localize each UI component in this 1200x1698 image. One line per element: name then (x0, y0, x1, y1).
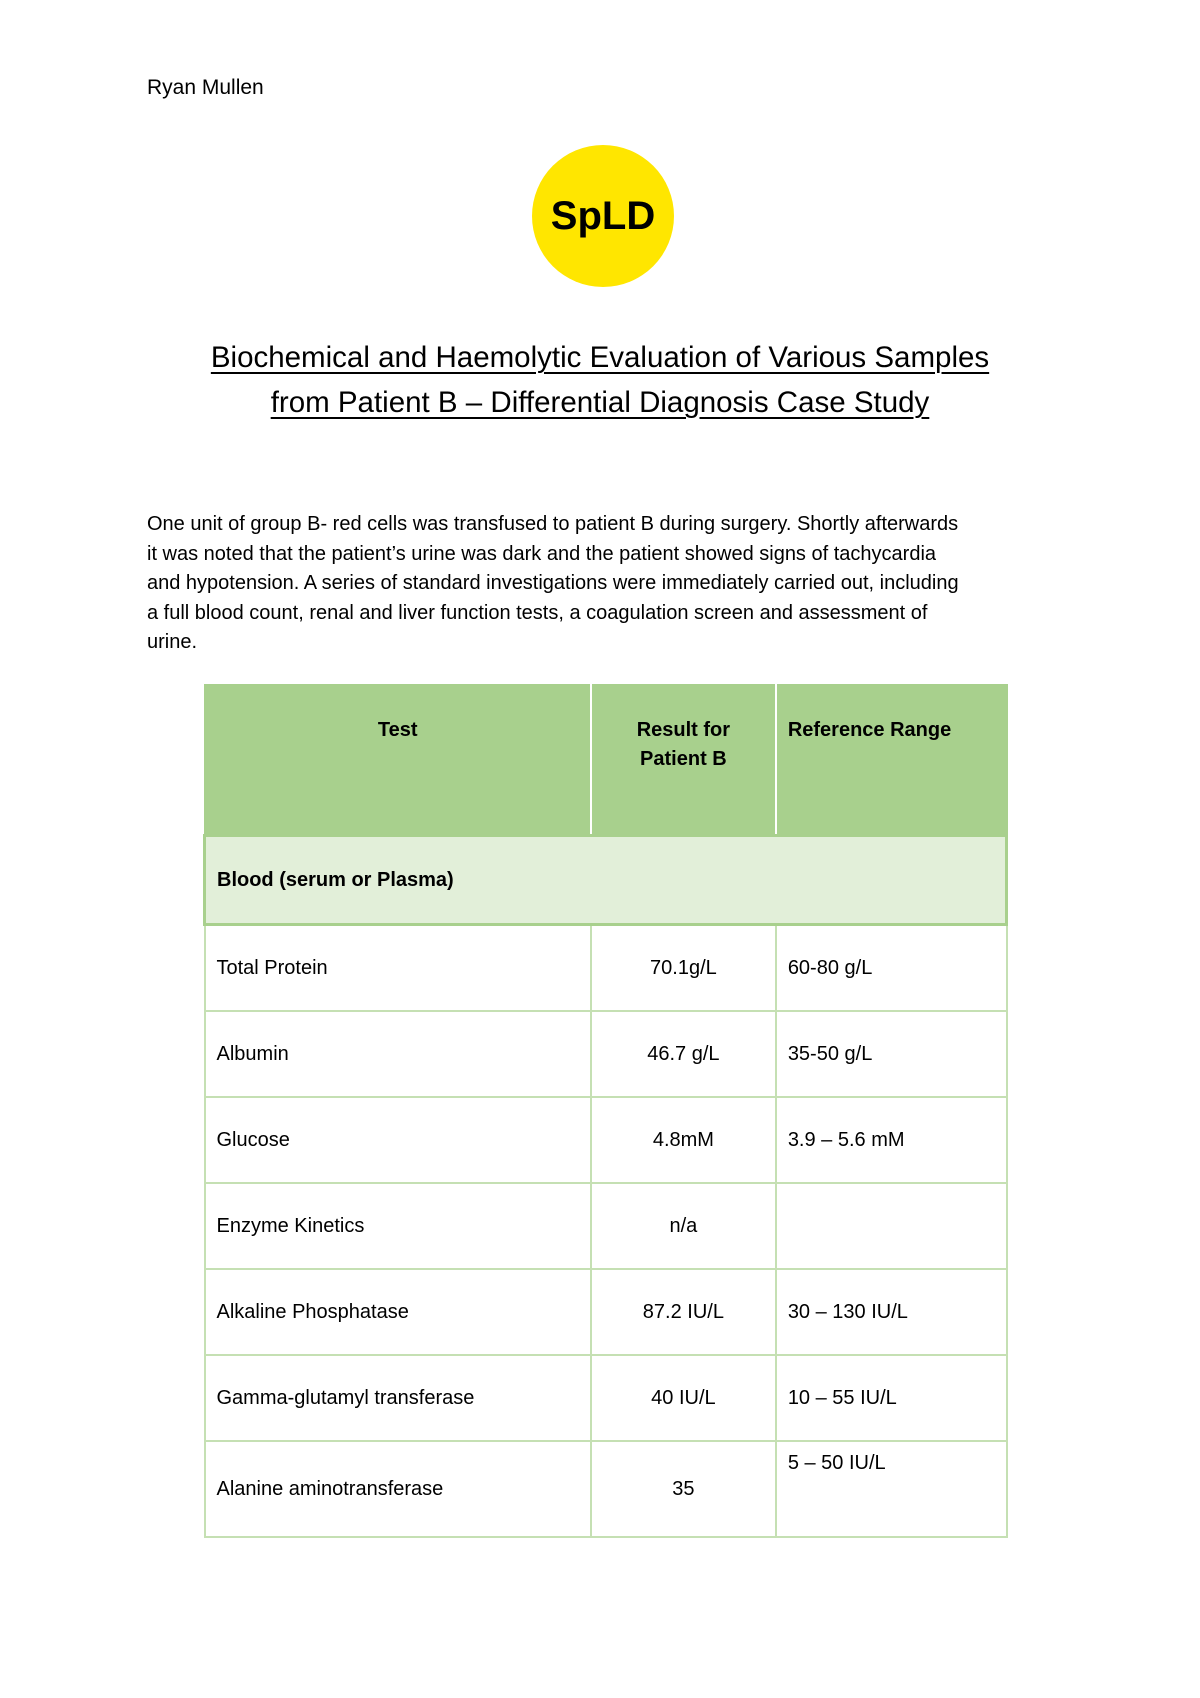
header-test: Test (205, 685, 591, 836)
row-result: 4.8mM (591, 1097, 776, 1183)
logo-text: SpLD (550, 193, 656, 238)
row-reference: 3.9 – 5.6 mM (776, 1097, 1007, 1183)
intro-paragraph (147, 510, 1077, 658)
intro-line-5: urine. (147, 631, 198, 653)
section-label: Blood (serum or Plasma) (205, 836, 1007, 925)
row-reference: 60-80 g/L (776, 925, 1007, 1012)
row-result: 46.7 g/L (591, 1011, 776, 1097)
spld-logo (532, 145, 674, 287)
author-name: Ryan Mullen (147, 76, 264, 99)
header-result-line-2: Patient B (640, 748, 727, 770)
row-test: Alkaline Phosphatase (205, 1269, 591, 1355)
row-test: Alanine aminotransferase (205, 1441, 591, 1537)
row-result: 87.2 IU/L (591, 1269, 776, 1355)
row-result: 70.1g/L (591, 925, 776, 1012)
row-reference (776, 1183, 1007, 1269)
row-reference: 35-50 g/L (776, 1011, 1007, 1097)
row-test: Total Protein (205, 925, 591, 1012)
intro-line-1: One unit of group B- red cells was transfused to patient B during surgery. Shortly afterwards (147, 513, 959, 535)
document-title (100, 335, 1100, 425)
row-test: Enzyme Kinetics (205, 1183, 591, 1269)
header-reference: Reference Range (776, 685, 1007, 836)
table-row (205, 1011, 1007, 1097)
table-row (205, 925, 1007, 1012)
intro-line-4: a full blood count, renal and liver function tests, a coagulation screen and assessment of (147, 601, 928, 624)
row-test: Gamma-glutamyl transferase (205, 1355, 591, 1441)
intro-line-2: it was noted that the patient’s urine was dark and the patient showed signs of tachycardia (147, 542, 937, 565)
table-row (205, 1441, 1007, 1537)
table-header-row (205, 685, 1007, 836)
results-table (203, 684, 1008, 1538)
table-row (205, 1097, 1007, 1183)
title-line-1: Biochemical and Haemolytic Evaluation of Various Samples (210, 341, 990, 374)
title-line-2: from Patient B – Differential Diagnosis Case Study (270, 386, 930, 419)
header-result-line-1: Result for (636, 719, 731, 741)
row-reference: 30 – 130 IU/L (776, 1269, 1007, 1355)
intro-line-3: and hypotension. A series of standard investigations were immediately carried out, including (147, 572, 959, 594)
row-result: 40 IU/L (591, 1355, 776, 1441)
row-test: Albumin (205, 1011, 591, 1097)
section-row (205, 836, 1007, 925)
row-result: 35 (591, 1441, 776, 1537)
table-row (205, 1269, 1007, 1355)
table-row (205, 1355, 1007, 1441)
row-reference: 10 – 55 IU/L (776, 1355, 1007, 1441)
row-result: n/a (591, 1183, 776, 1269)
row-reference: 5 – 50 IU/L (776, 1441, 1007, 1537)
header-result (591, 685, 776, 836)
table-row (205, 1183, 1007, 1269)
row-test: Glucose (205, 1097, 591, 1183)
